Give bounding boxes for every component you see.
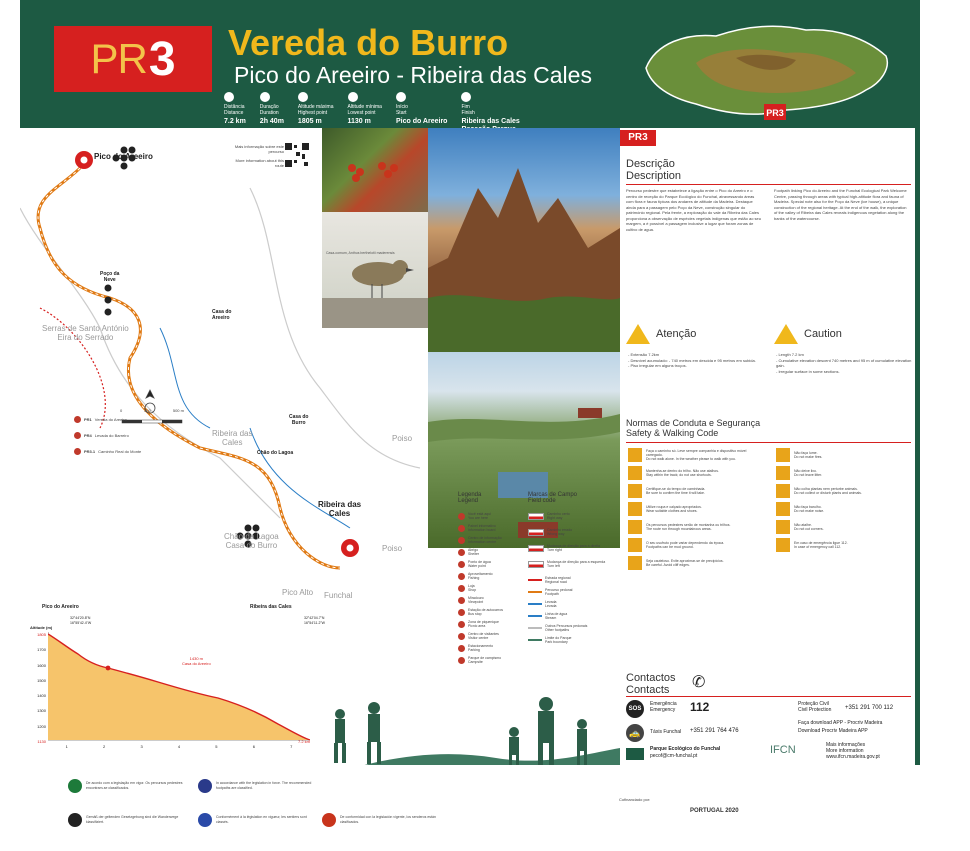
code-pictogram-icon (628, 448, 642, 462)
code-text: Não atalhe. Do not cut corners. (794, 523, 824, 531)
description-heading (626, 158, 681, 182)
place-poiso-top: Poiso (392, 434, 413, 443)
legend-label: Aproveitamento Fishing (468, 572, 493, 580)
legend-item (458, 584, 528, 592)
profile-x-tick: 5 (215, 744, 218, 749)
profile-y-tick: 1805 (37, 632, 46, 637)
legend-symbol-icon (458, 585, 465, 592)
stat-label: Distância Distance (224, 104, 245, 116)
route-list-item (74, 448, 141, 455)
profile-y-tick: 1700 (37, 647, 46, 653)
code-row (628, 482, 764, 500)
code-row (776, 518, 912, 536)
qr-caption-en: More information about this route (235, 158, 284, 168)
field-code-item (528, 528, 618, 536)
description-badge: PR3 (620, 130, 656, 146)
code-heading (626, 418, 760, 438)
code-text: Mantenha-se dentro do trilho. Não use atalhos. Stay within the track; do not use shortcuts. (646, 469, 719, 477)
code-text: Não faça barulho. Do not make noise. (794, 505, 825, 513)
elevation-profile (48, 632, 310, 744)
warning-icon (626, 324, 650, 344)
route-marker-icon (74, 448, 81, 455)
caution-en (774, 324, 842, 344)
field-code-item (528, 560, 618, 568)
stat-label: Duração Duration (259, 104, 279, 116)
line-legend-label: Linha de água Stream (545, 612, 568, 620)
start-icon (396, 92, 406, 102)
contacts-title-en: Contacts (626, 684, 670, 696)
legend-title (458, 492, 481, 504)
place-funchal: Funchal (324, 591, 353, 600)
scale-tick-2: 500 m (172, 408, 184, 413)
language-flag-icon (198, 779, 212, 793)
route-code: PR1 (84, 417, 92, 422)
code-text: O seu usufruto pode variar dependendo da época. Footpaths can be mud ground. (646, 541, 725, 549)
code-divider (626, 442, 911, 443)
place-pico-areeiro: Pico do Areeiro (94, 152, 153, 161)
code-row (628, 554, 764, 572)
caution-text-en: - Length 7.2 km - Cumulative elevation descent 740 metres and 95 m of cumulative elevation gain. - Irregular surface in some sections. (776, 352, 912, 374)
field-code-label: Mudança de direção para a esquerda Turn left (547, 560, 606, 568)
place-serras: Serras de Santo António Eira do Serrado (42, 324, 129, 342)
legend-symbol-icon (458, 573, 465, 580)
trail-title: Vereda do Burro (228, 22, 509, 63)
contacts-title-pt: Contactos (626, 672, 676, 684)
route-marker-icon (74, 432, 81, 439)
code-pictogram-icon (628, 466, 642, 480)
code-title-pt: Normas de Conduta e Segurança (626, 418, 761, 428)
profile-y-tick: 1500 (37, 677, 46, 683)
legend-symbol-icon (458, 513, 465, 520)
legend-label: Loja Shop (468, 584, 477, 592)
language-note: Gemäß der geltenden Gesetzgebung sind die Wanderwege klassifiziert. (86, 815, 179, 824)
code-row (776, 482, 912, 500)
profile-unit: 7.2 km (298, 739, 311, 744)
profile-x-ticks (48, 744, 310, 749)
code-list-right (776, 446, 912, 554)
trail-subtitle: Pico do Areeiro - Ribeira das Cales (234, 62, 592, 88)
stat-label: Início Start (395, 104, 408, 116)
legend-label: Abrigo Shelter (468, 548, 480, 556)
caution-title-en: Caution (804, 328, 842, 340)
footer-languages (20, 765, 920, 851)
line-legend-label: Limite do Parque Park boundary (545, 636, 572, 644)
photo-pipit-bird (322, 212, 428, 328)
code-row (776, 500, 912, 518)
profile-x-tick: 2 (103, 744, 106, 749)
route-marker-icon (74, 416, 81, 423)
code-row (776, 446, 912, 464)
profile-y-tick: 1200 (37, 723, 46, 729)
language-flag-icon (198, 813, 212, 827)
photo-caption: Casa-comum, Anthus berthelotii maderensis (326, 251, 395, 255)
language-note: In accordance with the legislation in force. The recommended footpaths are classified. (216, 781, 312, 790)
field-code-title (528, 492, 577, 504)
taxi-label: Táxis Funchal (650, 729, 682, 735)
language-flag-icon (68, 779, 82, 793)
code-row (628, 500, 764, 518)
distance-icon (224, 92, 234, 102)
language-flag-icon (322, 813, 336, 827)
portugal2020-logo: PORTUGAL 2020 (690, 808, 739, 814)
code-row (628, 464, 764, 482)
field-code-item (528, 512, 618, 520)
more-info-en: More information (826, 748, 864, 754)
legend-label: Centro de informação Information centre (468, 536, 502, 544)
photo-rowan-berries (322, 128, 428, 212)
sos-icon: SOS (626, 700, 644, 718)
line-symbol-icon (528, 627, 542, 629)
field-code-item (528, 544, 618, 552)
profile-axis-label: Altitude (m) (30, 625, 53, 630)
code-pictogram-icon (628, 556, 642, 570)
warning-icon (774, 324, 798, 344)
legend-title-en: Legend (458, 498, 479, 504)
more-info (826, 742, 880, 760)
qr-caption-pt: Mais informação sobre este percurso (234, 144, 284, 154)
line-legend-item (528, 612, 618, 620)
code-row (776, 464, 912, 482)
profile-y-tick: 1600 (37, 662, 46, 668)
code-title-en: Safety & Walking Code (626, 428, 719, 438)
line-symbol-icon (528, 639, 542, 641)
legend-item (458, 608, 528, 616)
profile-x-tick: 7 (290, 744, 293, 749)
profile-end-name: Ribeira das Cales (250, 604, 292, 610)
place-casa-areeiro: Casa do Areeiro (212, 309, 232, 321)
legend-item (458, 632, 528, 640)
place-ribeira-cales-end: Ribeira das Cales (318, 500, 362, 518)
code-text: Não deixe lixo. Do not leave litter. (794, 469, 823, 477)
stat-label: Fim Finish (461, 104, 475, 116)
legend-label: Ponto de água Water point (468, 560, 491, 568)
place-poco-neve: Poço da Neve (100, 271, 120, 283)
route-code: PR3.1 (84, 449, 96, 454)
line-legend-item (528, 576, 618, 584)
stat-value: 2h 40m (259, 118, 284, 125)
code-pictogram-icon (776, 520, 790, 534)
place-chao-bottom: Chão da Lagoa Casa do Burro (224, 532, 279, 550)
code-pictogram-icon (628, 502, 642, 516)
app-pt[interactable]: Faça download APP - Procriv Madeira (798, 720, 883, 726)
civil-number[interactable]: +351 291 700 112 (845, 705, 894, 711)
contacts-divider (626, 696, 911, 697)
code-pictogram-icon (776, 484, 790, 498)
code-text: Em caso de emergência ligue 112. In case of emergency call 112. (794, 541, 848, 549)
legend-item (458, 560, 528, 568)
line-legend-item (528, 636, 618, 644)
code-pictogram-icon (628, 538, 642, 552)
legend-label: Estação de autocarros Bus stop (468, 608, 504, 616)
map-route-label: PR3 (766, 108, 784, 118)
waymark-icon (528, 545, 544, 552)
park-logo (626, 748, 644, 760)
line-legend-label: Percurso pedonal Footpath (545, 588, 573, 596)
legend-symbol-icon (458, 561, 465, 568)
qr-caption (226, 144, 284, 168)
code-text: Não colha plantas nem perturbe animais. Do not collect or disturb plants and animals. (794, 487, 862, 495)
route-name: Caminho Real do Monte (98, 449, 142, 454)
legend-label: Zona de piquenique Picnic area (468, 620, 499, 628)
code-text: Utilize roupa e calçado apropriados. Wear suitable clothes and shoes. (646, 505, 702, 513)
field-code-label: Caminho certo Right way (547, 512, 570, 520)
language-flag-icon (68, 813, 82, 827)
profile-peak-label: 1430 m Casa do Areeiro (182, 656, 211, 666)
code-row (776, 536, 912, 554)
profile-start-coords: 32°44'20.8"N 16°55'42.4"W (70, 616, 92, 625)
code-text: Seja cauteloso. Evite aproximar-se de precipícios. Be careful. Avoid cliff edges. (646, 559, 724, 567)
ifcn-logo: IFCN (770, 744, 796, 756)
legend-item (458, 572, 528, 580)
code-list-left (628, 446, 764, 572)
legend-symbol-icon (458, 621, 465, 628)
profile-y-ticks (20, 632, 46, 744)
stat-label: Altitude mínima Lowest point (347, 104, 382, 116)
legend-label: Miradouro Viewpoint (468, 596, 484, 604)
description-text-pt: Percurso pedestre que estabelece a ligação entre o Pico do Areeiro e o centro de receção do Parque Ecológico do Funchal, atravessando áreas com flora e fauna típicas dos andares de altitude da Madeira. Destaque ainda para a passagem pelo Poço da Neve, construção singular do património regional. Pela frente, a exploração do vale da Ribeira das Cales proporciona a observação de espécies vegetais indígenas que estão ao seu margem, a é possível a passagem inclusive a lugar que foram zonas de cultivo de agua. (626, 188, 761, 232)
line-symbol-icon (528, 615, 542, 617)
code-pictogram-icon (628, 520, 642, 534)
legend-list (458, 512, 528, 668)
place-ribeira-cales-grey: Ribeira das Cales (212, 429, 253, 447)
line-legend-label: Levada Levada (545, 600, 557, 608)
code-pictogram-icon (628, 484, 642, 498)
route-list-item (74, 416, 141, 423)
caution-pt (626, 324, 696, 344)
legend-symbol-icon (458, 525, 465, 532)
stat-value: Pico do Areeiro (395, 118, 448, 125)
stat-value: 1805 m (297, 118, 322, 125)
field-code-label: Caminho errado Wrong way (547, 528, 573, 536)
waymark-icon (528, 529, 544, 536)
place-pico-alto: Pico Alto (282, 588, 314, 597)
legend-symbol-icon (458, 537, 465, 544)
route-list-item (74, 432, 141, 439)
legend-item (458, 644, 528, 652)
code-row (628, 446, 764, 464)
main-content (20, 128, 620, 780)
qr-code-icon[interactable] (284, 142, 310, 168)
route-name: Vereda do Areeiro (94, 417, 127, 422)
code-pictogram-icon (776, 538, 790, 552)
legend-title-pt: Legenda (458, 492, 482, 498)
code-row (628, 536, 764, 554)
legend-symbol-icon (458, 645, 465, 652)
code-pictogram-icon (776, 466, 790, 480)
code-pictogram-icon (776, 448, 790, 462)
code-pictogram-icon (776, 502, 790, 516)
route-code-prefix: PR (90, 35, 147, 82)
field-code-title-en: Field code (528, 498, 556, 504)
stat-value: Ribeira das Cales (461, 118, 520, 125)
finish-icon (461, 92, 471, 102)
place-poiso-bottom: Poiso (382, 544, 403, 553)
map-scale (120, 408, 184, 413)
language-note: Conformément à la législation en vigueur, les sentiers sont classés. (216, 815, 307, 824)
code-text: Não faça lume. Do not make fires. (794, 451, 823, 459)
profile-y-tick: 1300 (37, 708, 46, 714)
route-name: Levada do Barreiro (94, 433, 129, 438)
waymark-icon (528, 513, 544, 520)
legend-symbol-icon (458, 657, 465, 664)
line-legend-label: Estrada regional Regional road (545, 576, 571, 584)
park-name: Parque Ecológico do Funchal (650, 746, 721, 752)
route-code-badge (54, 26, 212, 92)
profile-end-coords: 32°42'04.7"N 16°54'11.2"W (304, 616, 325, 625)
contacts-heading (626, 672, 676, 696)
waymark-icon (528, 561, 544, 568)
madeira-island-map (636, 8, 896, 126)
taxi-number[interactable]: +351 291 764 476 (690, 728, 739, 734)
line-legend-item (528, 624, 618, 632)
taxi-icon: 🚕 (626, 724, 644, 742)
profile-x-tick: 1 (65, 744, 68, 749)
line-legend-label: Outros Percursos pedonais Other footpaths (545, 624, 588, 632)
photo-rock-formations (428, 128, 620, 352)
legend-item (458, 512, 528, 520)
caution-text-pt: - Extensão 7.2km - Desnível acumulado: - 740 metros em descida e 95 metros em subida. - Piso irregular em alguns troços. (628, 352, 756, 368)
profile-x-tick: 3 (140, 744, 143, 749)
highest-point-icon (298, 92, 308, 102)
field-code-title-pt: Marcas de Campo (528, 492, 578, 498)
emergency-label: Emergência Emergency (650, 701, 677, 713)
profile-x-tick: 4 (177, 744, 181, 749)
legend-label: Centro de visitantes Visitor centre (468, 632, 499, 640)
scale-tick-0: 0 (120, 408, 123, 413)
header-banner (20, 0, 620, 128)
scale-tick-1: 200 (144, 408, 151, 413)
legend-label: Você está aqui You are here (468, 512, 491, 520)
emergency-number[interactable]: 112 (690, 700, 710, 714)
lowest-point-icon (348, 92, 358, 102)
legend-label: Estacionamento Parking (468, 644, 494, 652)
stat-label: Altitude máxima Highest point (297, 104, 334, 116)
legend-item (458, 596, 528, 604)
caution-title-pt: Atenção (656, 328, 697, 340)
civil-label: Proteção Civil Civil Protection (798, 701, 832, 713)
app-en[interactable]: Download Procriv Madeira APP (798, 728, 868, 734)
code-text: Os percursos pedestres serão de montanha ou trilhos. The route run through mountainous areas. (646, 523, 731, 531)
legend-item (458, 536, 528, 544)
code-text: Certifique-se do tempo de caminhada. Be sure to confirm the time it will take. (646, 487, 706, 495)
cofinanced-label: Cofinanciado por: (619, 797, 651, 802)
profile-y-tick: 1400 (37, 693, 46, 699)
phone-icon: ✆ (692, 674, 706, 691)
legend-symbol-icon (458, 549, 465, 556)
profile-x-tick: 6 (252, 744, 255, 749)
route-list (74, 416, 141, 464)
route-code-number: 3 (148, 32, 176, 86)
language-note: De conformidad con la legislación vigente, los senderos están clasificados. (340, 815, 436, 824)
legend-item (458, 524, 528, 532)
stat-value: 7.2 km (224, 118, 246, 125)
description-title-en: Description (626, 170, 682, 182)
language-note: De acordo com a legislação em vigor. Os percursos pedestres encontram-se classificados. (86, 781, 183, 790)
legend-item (458, 548, 528, 556)
legend-item (458, 656, 528, 664)
stat-value: 1130 m (347, 118, 371, 125)
line-symbol-icon (528, 579, 542, 581)
profile-start-name: Pico do Areeiro (42, 604, 79, 610)
legend-label: Parque de campismo Campsite (468, 656, 502, 664)
description-divider (626, 184, 911, 185)
park-email[interactable]: pecof@cm-funchal.pt (650, 753, 698, 759)
line-legend-item (528, 588, 618, 596)
line-legend-item (528, 600, 618, 608)
legend-item (458, 620, 528, 628)
field-code-list (528, 512, 618, 648)
more-info-pt: Mais informações (826, 742, 866, 748)
more-info-url[interactable]: www.ifcn.madeira.gov.pt (826, 754, 880, 760)
place-casa-burro: Casa do Burro (289, 414, 309, 426)
duration-icon (260, 92, 270, 102)
field-code-label: Mudança de direção para a direita Turn right (547, 544, 601, 552)
info-content (620, 128, 915, 780)
profile-y-tick: 1130 (37, 738, 46, 744)
legend-symbol-icon (458, 633, 465, 640)
place-chao-lagoa: Chão do Lagoa (257, 450, 294, 456)
line-symbol-icon (528, 591, 542, 593)
legend-symbol-icon (458, 597, 465, 604)
code-row (628, 518, 764, 536)
legend-label: Painel informativo Information board (468, 524, 496, 532)
line-symbol-icon (528, 603, 542, 605)
code-text: Faça o caminho só. Leve sempre companhia e dispositivo móvel carregado. Do not walk alone. In the weather please to walk with you. (646, 449, 747, 461)
description-text-en: Footpath linking Pico do Areeiro and the Funchal Ecological Park Welcome Centre, passing through areas with typical high-altitude flora and fauna of Madeira. Special note also for the Poço da Neve (ice house), a unique construction of the regional heritage. At the end of the walk, the exploration of the valley of Ribeira das Cales reveals indigenous vegetation along the banks of the watercourse. (774, 188, 907, 221)
description-title-pt: Descrição (626, 158, 675, 170)
route-code: PR4 (84, 433, 92, 438)
legend-symbol-icon (458, 609, 465, 616)
